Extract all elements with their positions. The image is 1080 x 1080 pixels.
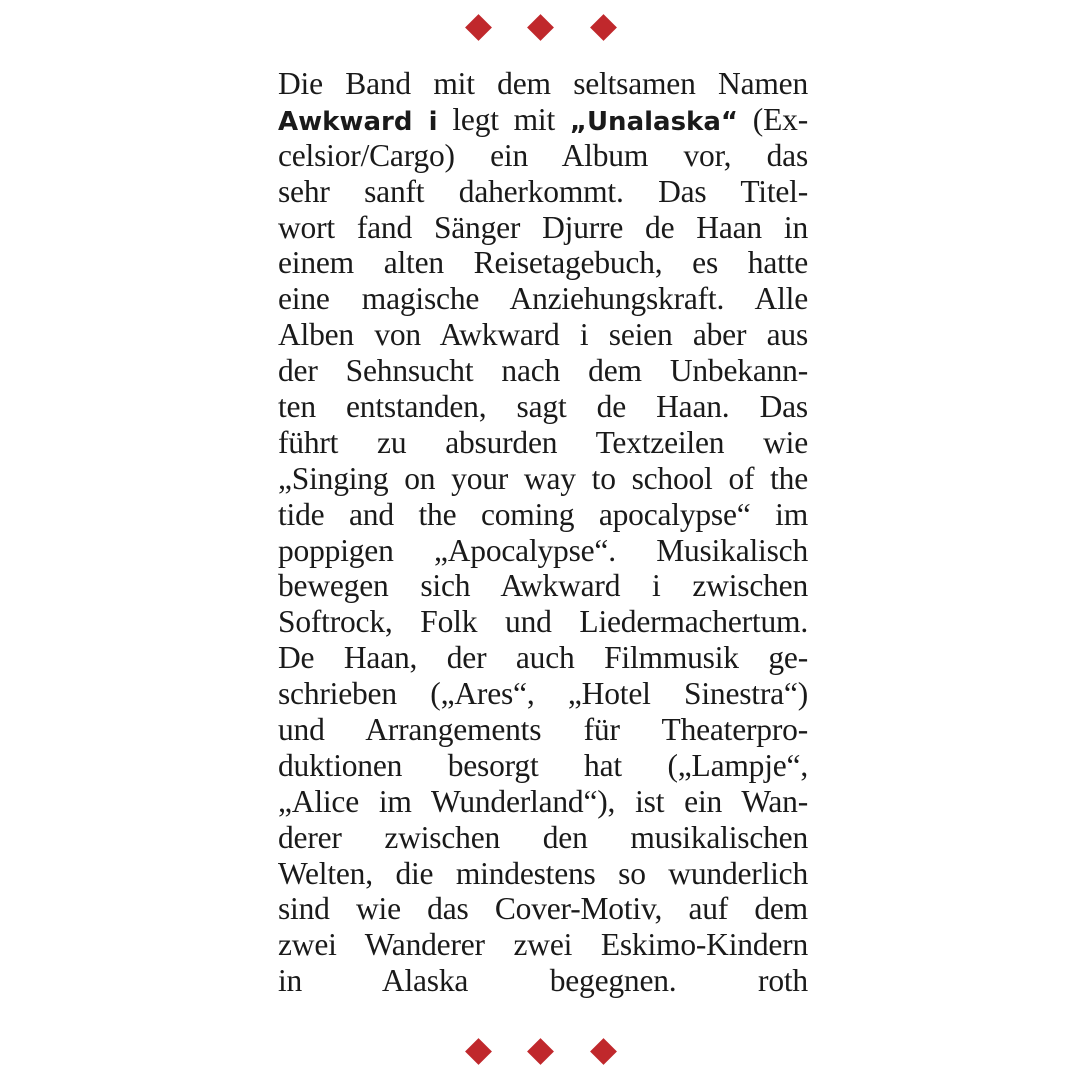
text-line: „Singing on your way to school of the — [278, 460, 808, 496]
text-line: bewegen sich Awkward i zwischen — [278, 568, 808, 604]
text-line: celsior/Cargo) ein Album vor, das — [278, 137, 808, 173]
author-signature: roth — [758, 963, 808, 999]
text-line — [278, 102, 808, 138]
diamond-icon — [590, 1038, 617, 1065]
text-fragment: legt mit — [437, 101, 570, 137]
band-name: Awkward i — [278, 106, 438, 137]
text-line: Welten, die mindestens so wunderlich — [278, 855, 808, 891]
bottom-ornament — [0, 1038, 1080, 1068]
diamond-icon — [465, 1038, 492, 1065]
diamond-icon — [465, 14, 492, 41]
text-line: einem alten Reisetagebuch, es hatte — [278, 245, 808, 281]
text-line: Die Band mit dem seltsamen Namen — [278, 66, 808, 101]
text-line: eine magische Anziehungskraft. Alle — [278, 281, 808, 317]
text-line: Softrock, Folk und Liedermachertum. — [278, 604, 808, 640]
text-line: schrieben („Ares“, „Hotel Sinestra“) — [278, 676, 808, 712]
diamond-icon — [527, 1038, 554, 1065]
article-body — [278, 66, 808, 999]
text-line: tide and the coming apocalypse“ im — [278, 496, 808, 532]
text-line: De Haan, der auch Filmmusik ge- — [278, 640, 808, 676]
text-line: der Sehnsucht nach dem Unbekann- — [278, 353, 808, 389]
text-fragment: in Alaska begegnen. — [278, 963, 677, 999]
text-line — [278, 963, 808, 999]
album-title: „Unalaska“ — [569, 106, 738, 137]
diamond-icon — [527, 14, 554, 41]
text-line: führt zu absurden Textzeilen wie — [278, 424, 808, 460]
text-line: poppigen „Apocalypse“. Musikalisch — [278, 532, 808, 568]
text-line: „Alice im Wunderland“), ist ein Wan- — [278, 783, 808, 819]
text-line: wort fand Sänger Djurre de Haan in — [278, 209, 808, 245]
text-line: ten entstanden, sagt de Haan. Das — [278, 389, 808, 425]
text-line: duktionen besorgt hat („Lampje“, — [278, 747, 808, 783]
text-line: Alben von Awkward i seien aber aus — [278, 317, 808, 353]
text-line: sind wie das Cover-Motiv, auf dem — [278, 891, 808, 927]
text-line: zwei Wanderer zwei Eskimo-Kindern — [278, 927, 808, 963]
text-line: und Arrangements für Theaterpro- — [278, 712, 808, 748]
top-ornament — [0, 14, 1080, 44]
diamond-icon — [590, 14, 617, 41]
text-line: sehr sanft daherkommt. Das Titel- — [278, 173, 808, 209]
text-fragment: (Ex- — [737, 101, 808, 137]
text-line: derer zwischen den musikalischen — [278, 819, 808, 855]
